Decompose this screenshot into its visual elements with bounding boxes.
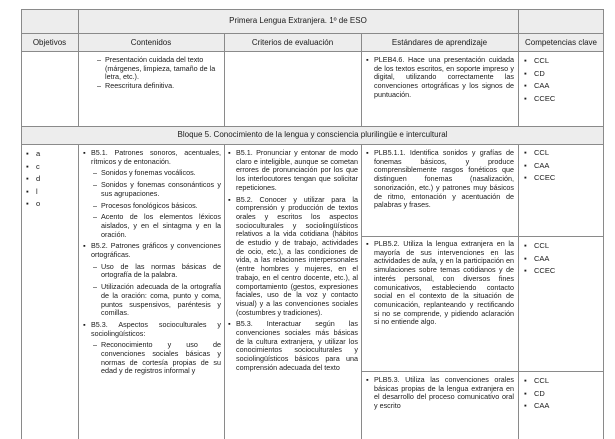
bloque5-title: Bloque 5. Conocimiento de la lengua y consciencia plurilingüe e intercultural (177, 130, 448, 139)
bloque5-estandar-3: ▪ PLB5.3. Utiliza las convenciones orales básicas propias de la lengua extranjera en el desarrollo del proceso comunicativo oral y escrito (366, 375, 514, 411)
col-objetivos: Objetivos (32, 38, 67, 47)
col-criterios: Criterios de evaluación (251, 38, 334, 47)
bloque5-contenidos: ▪ B5.1. Patrones sonoros, acentuales, rítmicos y de entonación. – Sonidos y fonemas vocálicos. – Sonidos y fonemas consonánticos y sus agrupaciones. – Procesos fonológicos básicos. – Acento de los elementos léxicos aislados, y en el sintagma y en la oración. ▪ B5.2. Patrones gráficos y convenciones ortográficas. – Uso de las normas básicas de ortografía de la palabra. – Utilización adecuada de la ortografía de la oración: coma, punto y coma, puntos suspensivos, paréntesis y comillas. ▪ B5.3. Aspectos socioculturales y sociolingüísticos: – Reconocimiento y uso de convenciones sociales básicas y normas de cortesía propias de su edad y de registros informal y (83, 148, 221, 376)
bloque5-competencias-3: ▪ CCL ▪ CD ▪ CAA (524, 376, 550, 410)
curriculum-table (21, 9, 604, 439)
bloque5-estandar-2: ▪ PLB5.2. Utiliza la lengua extranjera en la mayoría de sus intervenciones en las actividades de aula, y en la participación en simulaciones sobre temas cotidianos y de interés personal, con diversos fines comunicativos, estableciendo contacto social en el contexto de la situación de comunicación, replanteando y rectificando si no se comprende, y pidiendo aclaración si no entiende algo. (366, 239, 514, 327)
col-competencias: Competencias clave (524, 38, 598, 47)
bloque5-objetivos: ▪ a ▪ c ▪ d ▪ l ▪ o (26, 149, 41, 208)
top-contenidos: – Presentación cuidada del texto (márgenes, limpieza, tamaño de la letra, etc.). – Reescritura definitiva. (97, 55, 216, 91)
top-estandar: ▪ PLEB4.6. Hace una presentación cuidada de los textos escritos, en soporte impreso y digital, utilizando correctamente las convenciones ortográficas y los signos de puntuación. (366, 55, 514, 99)
bloque5-criterios: ▪ B5.1. Pronunciar y entonar de modo claro e inteligible, aunque se cometan errores de pronunciación por los que los interlocutores tengan que solicitar repeticiones. ▪ B5.2. Conocer y utilizar para la comprensión y producción de textos orales y escritos los aspectos socioculturales y sociolingüísticos relativos a la vida cotidiana (hábitos de estudio y de trabajo, actividades de ocio, etc.), a las condiciones de vida, a las relaciones interpersonales (entre hombres y mujeres, en el trabajo, en el centro docente, etc.), al comportamiento (gestos, expresiones faciales, uso de la voz y contacto visual) y a las convenciones sociales (costumbres y tradiciones). ▪ B5.3. Interactuar según las convenciones sociales más básicas de la cultura extranjera, y utilizar los conocimientos socioculturales y sociolingüísticos básicos para una comprensión adecuada del texto (228, 148, 358, 372)
table-title: Primera Lengua Extranjera. 1º de ESO (229, 16, 367, 25)
bloque5-competencias-1: ▪ CCL ▪ CAA ▪ CCEC (524, 148, 556, 182)
col-contenidos: Contenidos (130, 38, 172, 47)
bloque5-competencias-2: ▪ CCL ▪ CAA ▪ CCEC (524, 241, 556, 275)
col-estandares: Estándares de aprendizaje (391, 38, 488, 47)
top-competencias: ▪ CCL ▪ CD ▪ CAA ▪ CCEC (524, 56, 556, 103)
bloque5-estandar-1: ▪ PLB5.1.1. Identifica sonidos y grafías de fonemas básicos, y produce comprensiblemente rasgos fonéticos que distinguen fonemas (nasalización, sonorización, etc.) y patrones muy básicos de ritmo, entonación y acentuación de palabras y frases. (366, 148, 514, 210)
